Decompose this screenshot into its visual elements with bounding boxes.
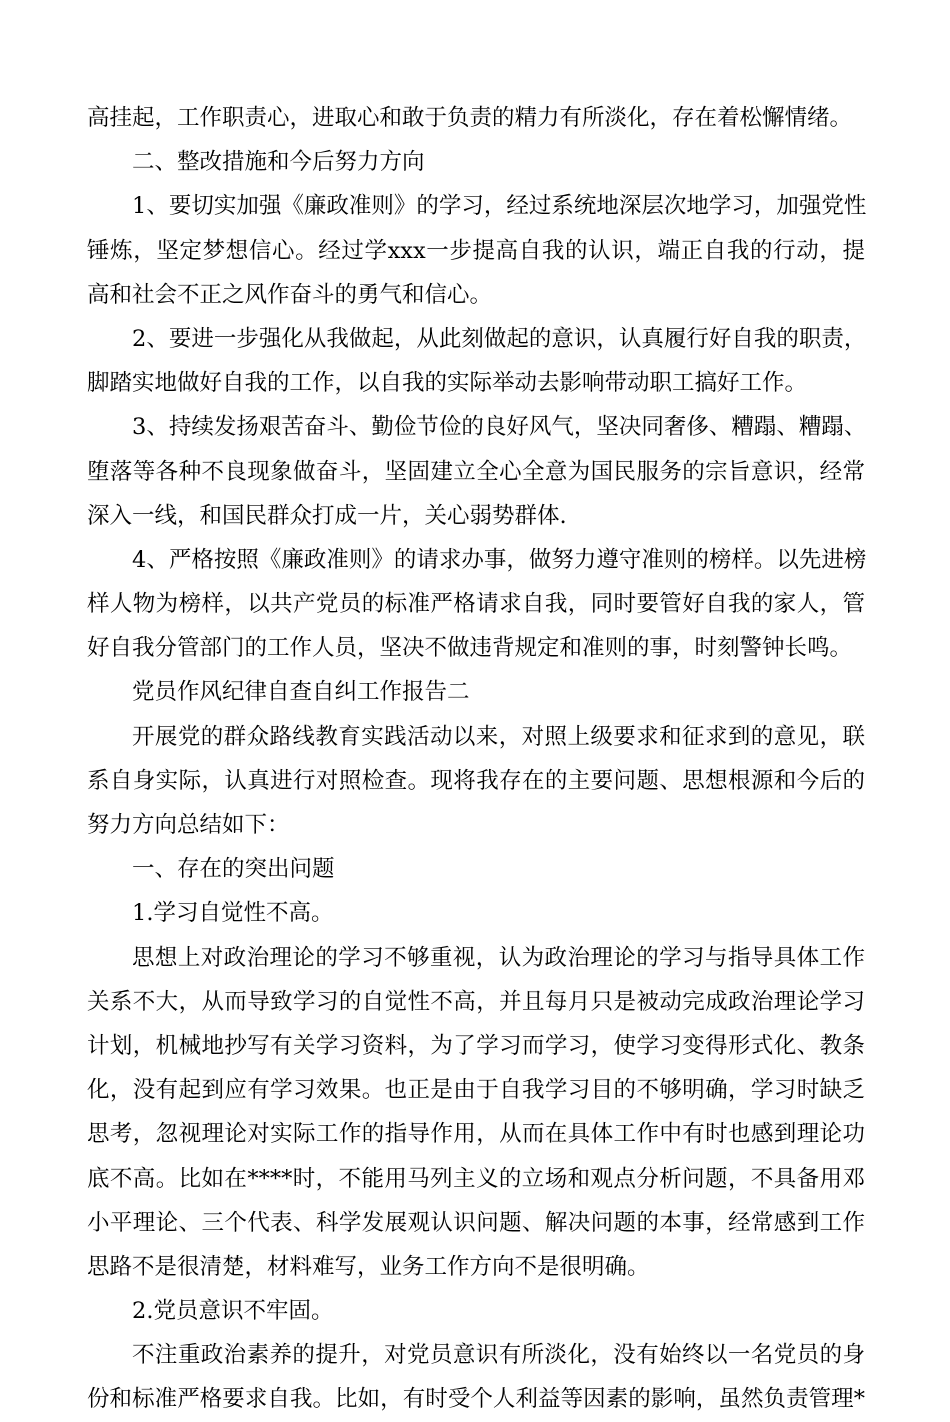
body-line: 高和社会不正之风作奋斗的勇气和信心。	[87, 281, 493, 308]
body-line: 小平理论、三个代表、科学发展观认识问题、解决问题的本事，经常感到工作	[87, 1209, 865, 1236]
body-line: 3、持续发扬艰苦奋斗、勤俭节俭的良好风气，坚决同奢侈、糟蹋、糟蹋、	[132, 414, 867, 441]
section-heading: 二、整改措施和今后努力方向	[132, 149, 425, 176]
body-line: 4、严格按照《廉政准则》的请求办事，做努力遵守准则的榜样。以先进榜	[132, 546, 867, 573]
body-line: 关系不大，从而导致学习的自觉性不高，并且每月只是被动完成政治理论学习	[87, 988, 865, 1015]
body-line: 开展党的群众路线教育实践活动以来，对照上级要求和征求到的意见，联	[132, 723, 865, 750]
body-line: 思考，忽视理论对实际工作的指导作用，从而在具体工作中有时也感到理论功	[87, 1121, 865, 1148]
body-line: 化，没有起到应有学习效果。也正是由于自我学习目的不够明确，学习时缺乏	[87, 1077, 865, 1104]
subsection-heading: 1.学习自觉性不高。	[132, 900, 334, 927]
body-line: 堕落等各种不良现象做奋斗，坚固建立全心全意为国民服务的宗旨意识，经常	[87, 458, 865, 485]
body-line: 系自身实际，认真进行对照检查。现将我存在的主要问题、思想根源和今后的	[87, 767, 865, 794]
body-line: 高挂起，工作职责心，进取心和敢于负责的精力有所淡化，存在着松懈情绪。	[87, 105, 853, 131]
body-line: 1、要切实加强《廉政准则》的学习，经过系统地深层次地学习，加强党性	[132, 193, 867, 220]
body-line: 思路不是很清楚，材料难写，业务工作方向不是很明确。	[87, 1253, 650, 1280]
document-body	[87, 96, 865, 1422]
body-line: 2、要进一步强化从我做起，从此刻做起的意识，认真履行好自我的职责，	[132, 325, 867, 352]
section-heading: 一、存在的突出问题	[132, 856, 335, 883]
body-line: 好自我分管部门的工作人员，坚决不做违背规定和准则的事，时刻警钟长鸣。	[87, 635, 853, 662]
body-line: 样人物为榜样，以共产党员的标准严格请求自我，同时要管好自我的家人，管	[87, 591, 865, 618]
body-line: 底不高。比如在****时，不能用马列主义的立场和观点分析问题，不具备用邓	[87, 1165, 865, 1192]
body-line: 份和标准严格要求自我。比如，有时受个人利益等因素的影响，虽然负责管理*	[87, 1386, 865, 1413]
body-line: 不注重政治素养的提升，对党员意识有所淡化，没有始终以一名党员的身	[132, 1342, 865, 1369]
body-line: 锤炼，坚定梦想信心。经过学xxx一步提高自我的认识，端正自我的行动，提	[87, 237, 865, 264]
body-line: 计划，机械地抄写有关学习资料，为了学习而学习，使学习变得形式化、教条	[87, 1032, 865, 1059]
body-line: 思想上对政治理论的学习不够重视，认为政治理论的学习与指导具体工作	[132, 944, 865, 971]
body-line: 脚踏实地做好自我的工作，以自我的实际举动去影响带动职工搞好工作。	[87, 370, 808, 397]
subsection-heading: 2.党员意识不牢固。	[132, 1298, 334, 1325]
body-line: 深入一线，和国民群众打成一片，关心弱势群体.	[87, 502, 567, 529]
body-line: 努力方向总结如下：	[87, 812, 290, 838]
report-title: 党员作风纪律自查自纠工作报告二	[132, 679, 470, 706]
